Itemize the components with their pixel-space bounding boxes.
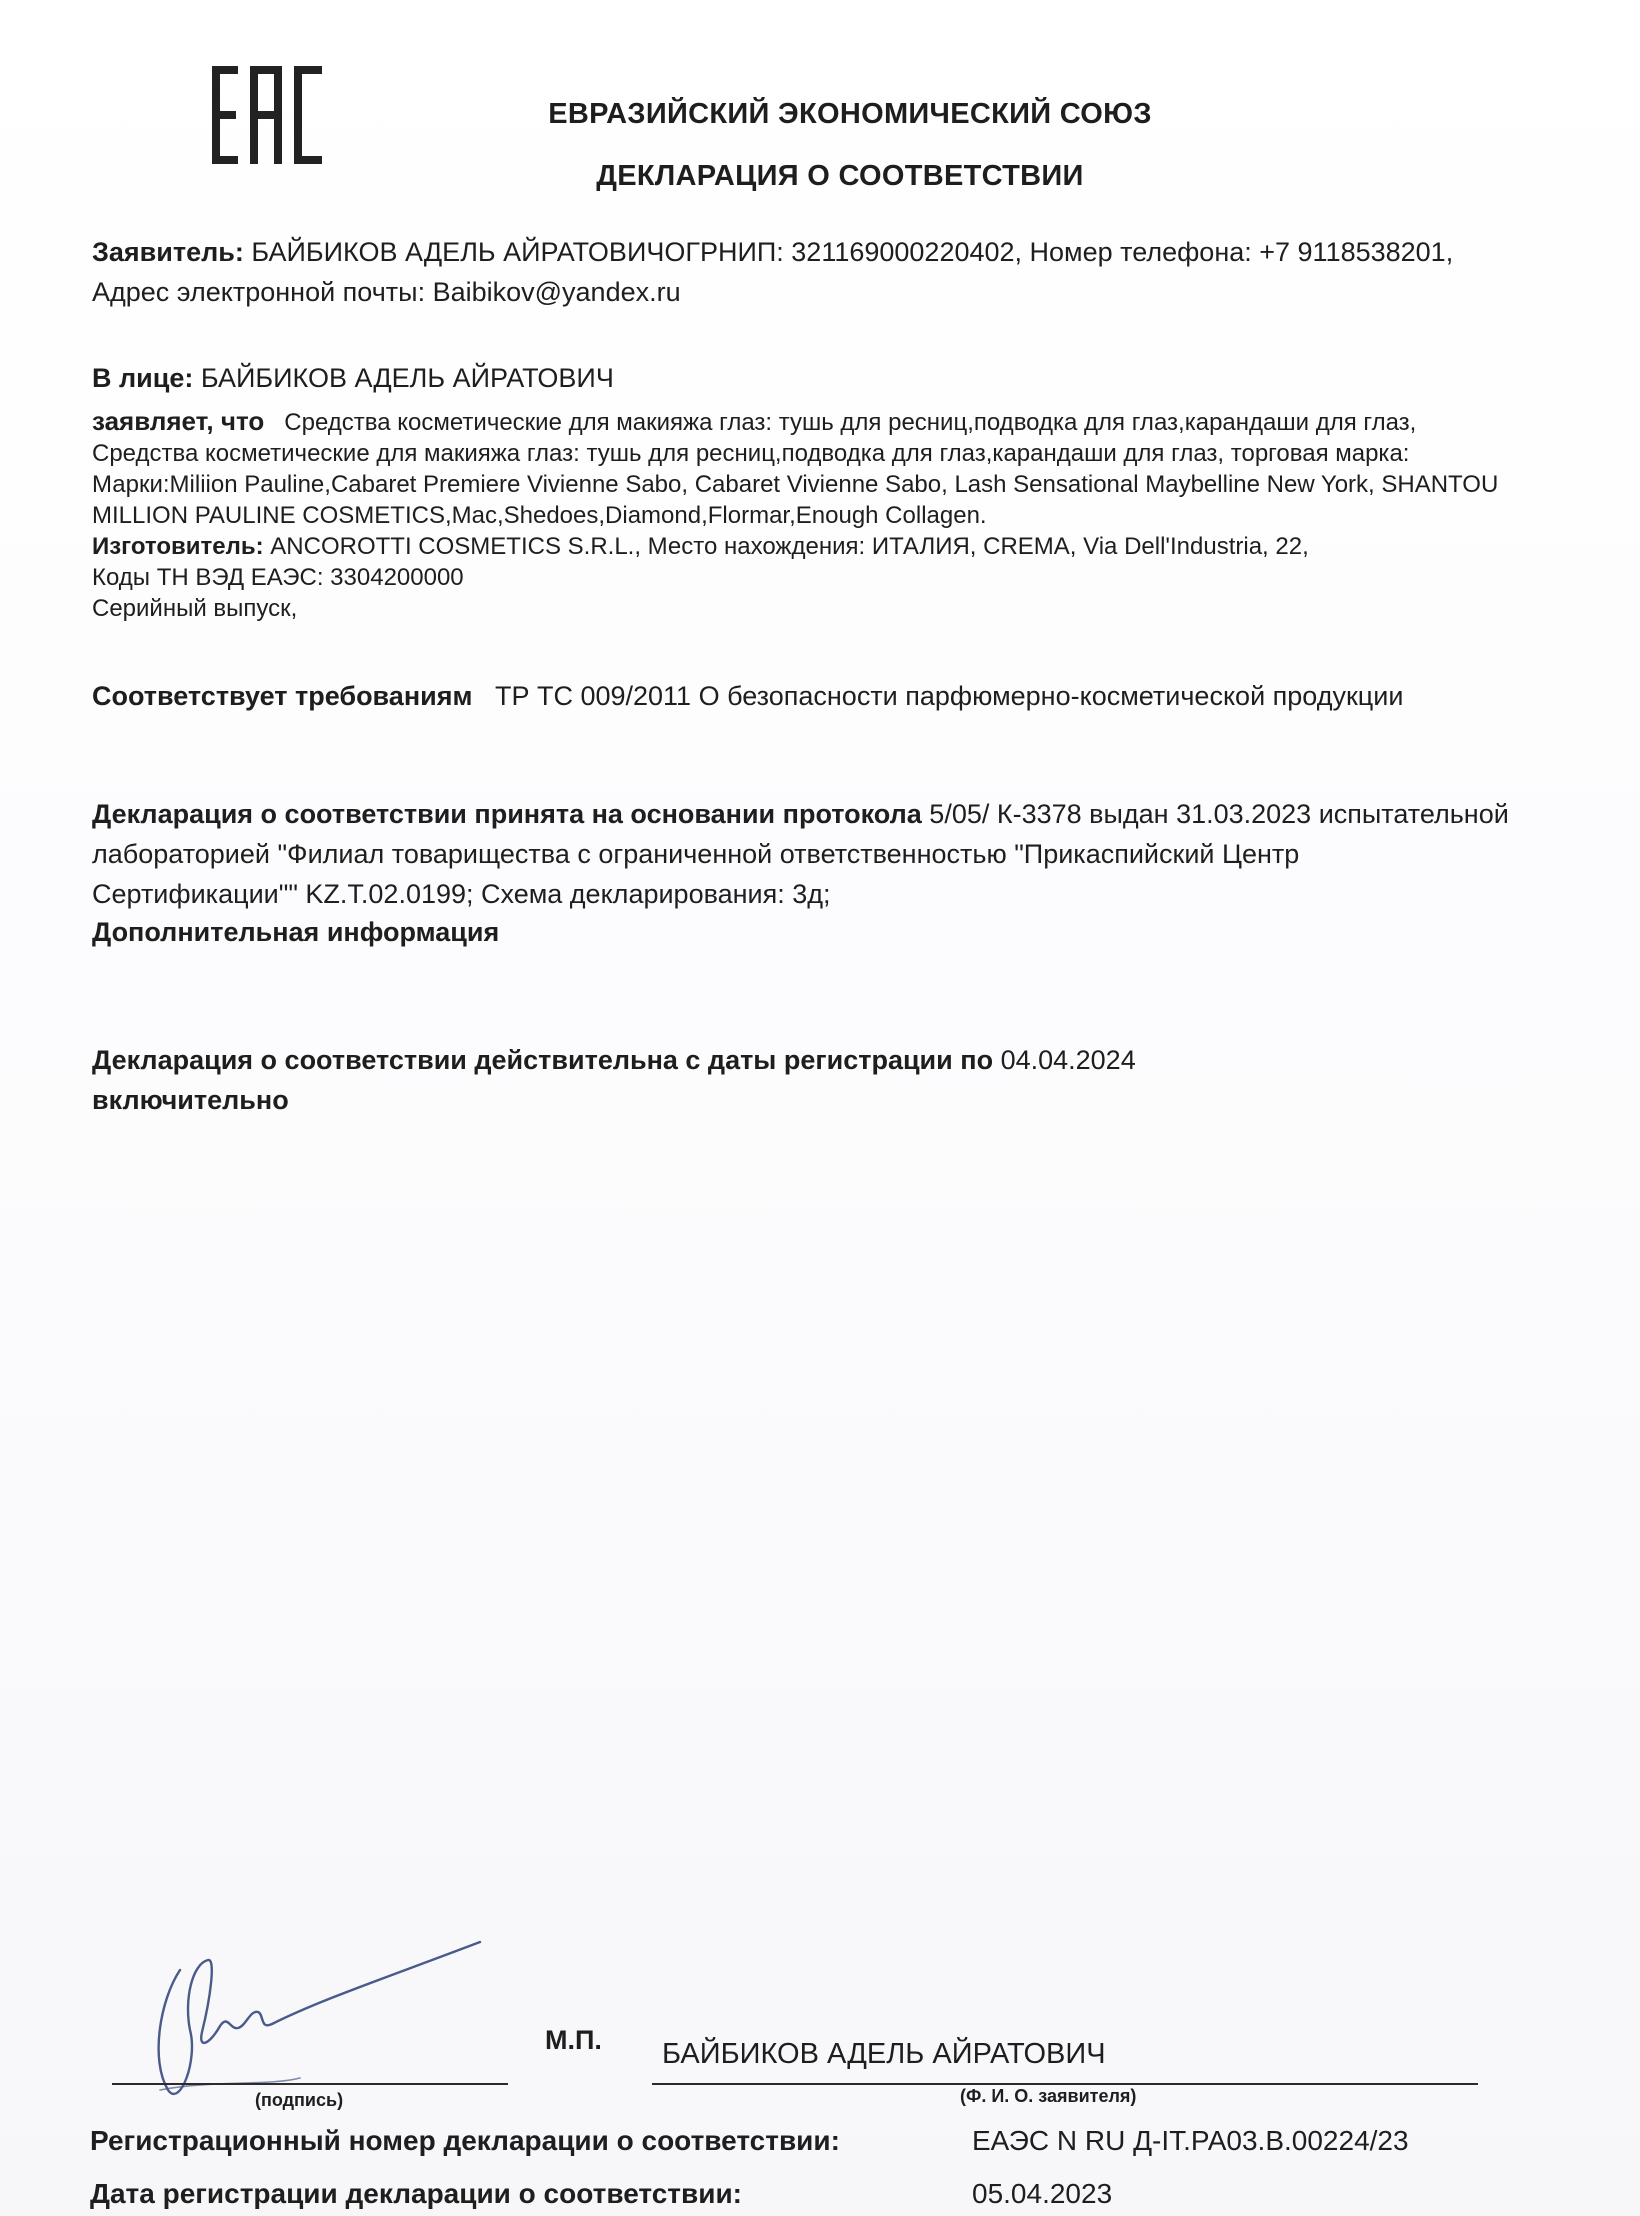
requirements-text: ТР ТС 009/2011 О безопасности парфюмерно-косметической продукции xyxy=(494,681,1404,711)
person-section xyxy=(92,358,1512,398)
validity-section xyxy=(92,1040,1512,1120)
document-title: ДЕКЛАРАЦИЯ О СООТВЕТСТВИИ xyxy=(596,160,1084,192)
applicant-section xyxy=(92,232,1512,312)
person-text: БАЙБИКОВ АДЕЛЬ АЙРАТОВИЧ xyxy=(200,363,614,393)
registration-date-label: Дата регистрации декларации о соответствии: xyxy=(90,2178,742,2209)
name-line xyxy=(652,2083,1478,2085)
additional-info-label: Дополнительная информация xyxy=(92,917,500,947)
declares-section xyxy=(92,406,1522,624)
union-title: ЕВРАЗИЙСКИЙ ЭКОНОМИЧЕСКИЙ СОЮЗ xyxy=(548,98,1152,130)
declares-label: заявляет, что xyxy=(92,406,265,436)
validity-label: Декларация о соответствии действительна с даты регистрации по xyxy=(92,1045,994,1075)
manufacturer-text: ANCOROTTI COSMETICS S.R.L., Место нахождения: ИТАЛИЯ, CREMA, Via Dell'Industria, 22, xyxy=(270,533,1309,560)
applicant-name: БАЙБИКОВ АДЕЛЬ АЙРАТОВИЧ xyxy=(662,2038,1106,2070)
requirements-label: Соответствует требованиям xyxy=(92,681,473,711)
registration-number-label: Регистрационный номер декларации о соответствии: xyxy=(90,2125,840,2156)
validity-suffix: включительно xyxy=(92,1085,289,1115)
stamp-place-label: М.П. xyxy=(545,2025,602,2055)
registration-number: ЕАЭС N RU Д-IT.РА03.В.00224/23 xyxy=(972,2125,1409,2156)
applicant-text: БАЙБИКОВ АДЕЛЬ АЙРАТОВИЧОГРНИП: 321169000220402, Номер телефона: +7 9118538201, Адрес электронной почты: Baibikov@yandex.ru xyxy=(92,237,1454,307)
validity-date: 04.04.2024 xyxy=(1000,1045,1136,1075)
name-caption: (Ф. И. О. заявителя) xyxy=(960,2086,1137,2106)
signature-caption: (подпись) xyxy=(255,2090,344,2110)
protocol-text: 5/05/ К-3378 выдан 31.03.2023 испытательной лабораторией "Филиал товарищества с ограниченной ответственностью "Прикаспийский Центр Сертификации"" KZ.T.02.0199; Схема декларирования: 3д; xyxy=(92,799,1509,909)
eac-logo xyxy=(208,60,328,170)
requirements-section xyxy=(92,676,1512,716)
signature-line xyxy=(112,2083,508,2085)
serial-release: Серийный выпуск, xyxy=(92,595,298,622)
person-label: В лице: xyxy=(92,363,194,393)
registration-date: 05.04.2023 xyxy=(972,2178,1113,2209)
protocol-label: Декларация о соответствии принята на основании протокола xyxy=(92,799,922,829)
declares-text: Средства косметические для макияжа глаз: тушь для ресниц,подводка для глаз,карандаши для глаз, Средства косметические для макияжа глаз: тушь для ресниц,подводка для глаз,карандаши для глаз, торговая марка: Марки:Miliion Pauline,Cabaret Premiere Vivienne Sabo, Cabaret Vivienne Sabo, Lash Sensational Maybelline New York, SHANTOU MILLION PAULINE COSMETICS,Mac,Shedoes,Diamond,Flormar,Enough Collagen. xyxy=(92,409,1499,529)
applicant-label: Заявитель: xyxy=(92,237,244,267)
tn-ved-codes: Коды ТН ВЭД ЕАЭС: 3304200000 xyxy=(92,564,464,591)
protocol-section xyxy=(92,794,1512,914)
manufacturer-label: Изготовитель: xyxy=(92,533,264,560)
